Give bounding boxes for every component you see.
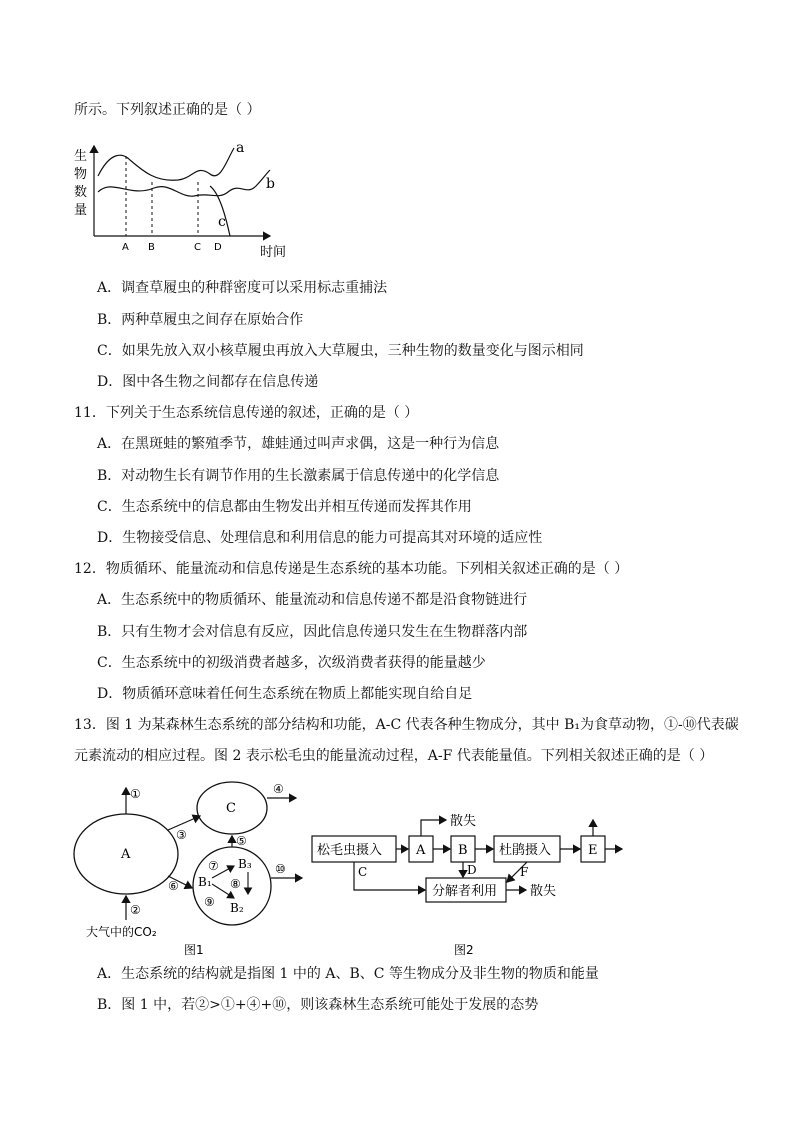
x-axis-label: 时间	[260, 245, 287, 260]
figure-1-carbon-cycle	[70, 776, 310, 958]
q12-stem: 12．物质循环、能量流动和信息传递是生态系统的基本功能。下列相关叙述正确的是（ ）	[74, 561, 629, 577]
q11-option-a[interactable]: A．在黑斑蛙的繁殖季节，雄蛙通过叫声求偶，这是一种行为信息	[97, 436, 500, 452]
tick-a: A	[122, 242, 129, 253]
tick-b: B	[148, 242, 155, 253]
step-3: ③	[176, 828, 187, 842]
atmosphere-co2-label: 大气中的CO₂	[86, 925, 157, 939]
step-9: ⑨	[204, 895, 215, 909]
q12-option-a[interactable]: A．生态系统中的物质循环、能量流动和信息传递不都是沿食物链进行	[97, 592, 528, 608]
q13-option-a[interactable]: A．生态系统的结构就是指图 1 中的 A、B、C 等生物成分及非生物的物质和能量	[97, 966, 599, 982]
b2-label: B₂	[230, 901, 244, 915]
step-2: ②	[130, 903, 141, 917]
box-decomp-label: 分解者利用	[432, 884, 498, 899]
tick-d: D	[214, 242, 222, 253]
node-a-label: A	[121, 847, 131, 862]
q11-option-c[interactable]: C．生态系统中的信息都由生物发出并相互传递而发挥其作用	[97, 499, 472, 515]
q12-option-d[interactable]: D．物质循环意味着任何生态系统在物质上都能实现自给自足	[97, 686, 473, 702]
b1-label: B₁	[198, 875, 212, 889]
step-7: ⑦	[208, 859, 219, 873]
figure-2-energy-flow	[308, 776, 628, 958]
loss-top-label: 散失	[450, 814, 477, 829]
step-1: ①	[130, 787, 141, 801]
q10-option-d[interactable]: D．图中各生物之间都存在信息传递	[97, 374, 319, 390]
step-8: ⑧	[230, 877, 241, 891]
curve-a	[98, 148, 234, 180]
label-d: D	[467, 863, 477, 877]
step-6: ⑥	[168, 879, 179, 893]
q12-option-c[interactable]: C．生态系统中的初级消费者越多，次级消费者获得的能量越少	[97, 655, 486, 671]
curve-label-b: b	[266, 176, 275, 192]
label-c: C	[358, 865, 368, 879]
q13-option-b[interactable]: B．图 1 中，若②>①+④+⑩，则该森林生态系统可能处于发展的态势	[97, 997, 539, 1013]
q13-stem-line-1: 13．图 1 为某森林生态系统的部分结构和功能，A-C 代表各种生物成分，其中 B₁为食草动物，①-⑩代表碳	[74, 717, 739, 733]
q11-option-d[interactable]: D．生物接受信息、处理信息和利用信息的能力可提高其对环境的适应性	[97, 530, 543, 546]
curve-label-a: a	[236, 140, 245, 156]
q13-stem-line-2: 元素流动的相应过程。图 2 表示松毛虫的能量流动过程，A-F 代表能量值。下列相关叙述正确的是（ ）	[74, 748, 714, 764]
y-axis-label-4: 量	[74, 203, 88, 218]
label-f: F	[520, 865, 529, 879]
box-a-label: A	[416, 843, 426, 858]
box-e-label: E	[588, 843, 598, 858]
curve-label-c: c	[218, 214, 226, 230]
box-b-label: B	[458, 843, 468, 858]
figure-1-caption: 图1	[184, 943, 204, 957]
box-bird-label: 杜鹃摄入	[499, 843, 552, 858]
curve-b	[98, 170, 270, 196]
y-axis-label-2: 物	[74, 167, 88, 182]
q10-option-c[interactable]: C．如果先放入双小核草履虫再放入大草履虫，三种生物的数量变化与图示相同	[97, 343, 584, 359]
q12-option-b[interactable]: B．只有生物才会对信息有反应，因此信息传递只发生在生物群落内部	[97, 624, 528, 640]
q11-stem: 11．下列关于生态系统信息传递的叙述，正确的是（ ）	[74, 405, 419, 421]
step-5: ⑤	[236, 834, 247, 848]
box-ingest-label: 松毛虫摄入	[317, 843, 383, 858]
population-chart	[70, 138, 300, 263]
loss-right-label: 散失	[530, 884, 557, 899]
y-axis-label-3: 数	[74, 185, 88, 200]
q11-option-b[interactable]: B．对动物生长有调节作用的生长激素属于信息传递中的化学信息	[97, 468, 500, 484]
figure-2-caption: 图2	[454, 943, 474, 957]
step-10: ⑩	[275, 862, 286, 876]
q10-option-b[interactable]: B．两种草履虫之间存在原始合作	[97, 312, 304, 328]
b3-label: B₃	[238, 857, 252, 871]
question-10-stem-tail: 所示。下列叙述正确的是（ ）	[74, 102, 261, 118]
node-c-label: C	[226, 801, 236, 816]
q10-option-a[interactable]: A．调查草履虫的种群密度可以采用标志重捕法	[97, 280, 388, 296]
y-axis-label-1: 生	[74, 149, 88, 164]
tick-c: C	[194, 242, 201, 253]
step-4: ④	[273, 782, 284, 796]
